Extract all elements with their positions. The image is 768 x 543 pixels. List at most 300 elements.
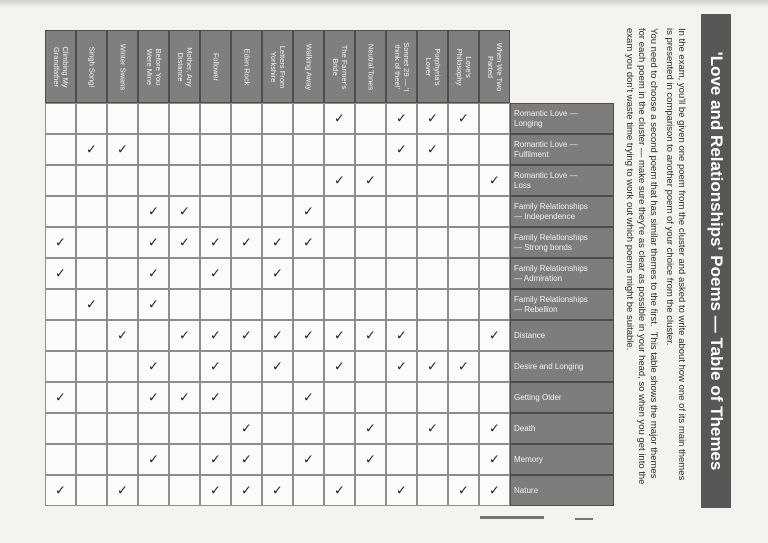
page-title: 'Love and Relationships' Poems — Table of Themes [707, 51, 726, 471]
table-cell [448, 165, 479, 196]
table-cell [386, 134, 417, 165]
tick-mark: ✓ [179, 204, 190, 219]
poem-header [417, 30, 448, 103]
tick-mark: ✓ [365, 452, 376, 467]
table-cell [138, 320, 169, 351]
tick-mark: ✓ [148, 204, 159, 219]
table-cell [107, 289, 138, 320]
table-cell [262, 351, 293, 382]
tick-mark: ✓ [427, 421, 438, 436]
table-cell [386, 413, 417, 444]
table-cell [355, 475, 386, 506]
table-cell [417, 134, 448, 165]
table-cell [231, 103, 262, 134]
tick-mark: ✓ [334, 359, 345, 374]
table-cell [448, 196, 479, 227]
table-cell [479, 196, 510, 227]
table-cell [293, 413, 324, 444]
table-cell [386, 475, 417, 506]
table-cell [262, 475, 293, 506]
table-cell [293, 103, 324, 134]
table-cell [107, 258, 138, 289]
tick-mark: ✓ [396, 359, 407, 374]
table-cell [45, 165, 76, 196]
tick-mark: ✓ [148, 297, 159, 312]
table-cell [45, 196, 76, 227]
tick-mark: ✓ [334, 328, 345, 343]
theme-label-cell [510, 444, 614, 475]
theme-label: Distance [514, 330, 546, 340]
table-cell [262, 103, 293, 134]
table-cell [138, 165, 169, 196]
table-cell [45, 227, 76, 258]
tick-mark: ✓ [272, 235, 283, 250]
theme-label-cell [510, 227, 614, 258]
tick-mark: ✓ [55, 390, 66, 405]
tick-mark: ✓ [396, 328, 407, 343]
tick-mark: ✓ [241, 421, 252, 436]
table-cell [448, 382, 479, 413]
table-cell [169, 413, 200, 444]
table-cell [45, 289, 76, 320]
tick-mark: ✓ [241, 328, 252, 343]
tick-mark: ✓ [210, 266, 221, 281]
table-cell [76, 103, 107, 134]
table-cell [169, 475, 200, 506]
table-cell [138, 289, 169, 320]
tick-mark: ✓ [55, 235, 66, 250]
table-cell [448, 475, 479, 506]
table-cell [231, 196, 262, 227]
table-cell [107, 103, 138, 134]
table-cell [45, 413, 76, 444]
tick-mark: ✓ [117, 142, 128, 157]
table-cell [107, 413, 138, 444]
table-cell [200, 134, 231, 165]
table-cell [262, 258, 293, 289]
table-cell [231, 320, 262, 351]
tick-mark: ✓ [148, 235, 159, 250]
table-cell [231, 444, 262, 475]
tick-mark: ✓ [148, 359, 159, 374]
table-cell [448, 289, 479, 320]
tick-mark: ✓ [148, 390, 159, 405]
table-cell [355, 165, 386, 196]
table-cell [417, 382, 448, 413]
table-cell [448, 258, 479, 289]
table-cell [169, 289, 200, 320]
tick-mark: ✓ [148, 452, 159, 467]
table-cell [45, 475, 76, 506]
theme-label: Getting Older [514, 392, 562, 402]
table-cell [45, 320, 76, 351]
tick-mark: ✓ [334, 483, 345, 498]
table-cell [417, 196, 448, 227]
table-cell [169, 227, 200, 258]
poem-title: Letters From Yorkshire [268, 45, 287, 88]
poem-title: Singh Song! [87, 46, 96, 87]
table-cell [262, 289, 293, 320]
table-cell [200, 165, 231, 196]
table-cell [107, 444, 138, 475]
table-cell [293, 320, 324, 351]
table-cell [417, 320, 448, 351]
table-cell [293, 134, 324, 165]
tick-mark: ✓ [303, 390, 314, 405]
poem-title: Climbing My Grandfather [51, 45, 70, 88]
poem-title: Mother, Any Distance [175, 46, 194, 87]
table-cell [107, 382, 138, 413]
poem-title: Love's Philosophy [454, 48, 473, 85]
table-cell [262, 134, 293, 165]
tick-mark: ✓ [303, 328, 314, 343]
table-cell [231, 227, 262, 258]
table-cell [355, 382, 386, 413]
intro-line: exam you don't waste time trying to work out which poems might be suitable. [624, 28, 635, 351]
table-cell [138, 382, 169, 413]
theme-label: Desire and Longing [514, 361, 584, 371]
table-cell [200, 444, 231, 475]
theme-label-cell [510, 382, 614, 413]
tick-mark: ✓ [489, 452, 500, 467]
table-cell [355, 413, 386, 444]
table-cell [231, 382, 262, 413]
table-cell [355, 444, 386, 475]
table-cell [45, 103, 76, 134]
poem-header [138, 30, 169, 103]
theme-label-cell [510, 413, 614, 444]
tick-mark: ✓ [86, 142, 97, 157]
table-cell [386, 196, 417, 227]
tick-mark: ✓ [241, 452, 252, 467]
table-cell [324, 382, 355, 413]
tick-mark: ✓ [272, 359, 283, 374]
theme-label-cell [510, 475, 614, 506]
table-cell [479, 258, 510, 289]
table-cell [262, 382, 293, 413]
tick-mark: ✓ [210, 235, 221, 250]
table-cell [417, 289, 448, 320]
intro-line: You need to choose a second poem that has similar themes to the first. This table shows the major themes [648, 28, 659, 479]
tick-mark: ✓ [117, 328, 128, 343]
poem-title: Neutral Tones [366, 43, 375, 90]
table-cell [138, 444, 169, 475]
theme-label: Romantic Love — Longing [514, 108, 578, 128]
poem-header [355, 30, 386, 103]
tick-mark: ✓ [365, 421, 376, 436]
table-cell [200, 196, 231, 227]
tick-mark: ✓ [210, 328, 221, 343]
tick-mark: ✓ [241, 483, 252, 498]
poem-title: Eden Rock [242, 48, 251, 85]
table-cell [169, 134, 200, 165]
table-cell [479, 351, 510, 382]
table-cell [45, 351, 76, 382]
table-cell [293, 258, 324, 289]
theme-label: Family Relationships — Independence [514, 201, 588, 221]
table-cell [107, 196, 138, 227]
poem-title: Before You Were Mine [144, 48, 163, 85]
scan-mark [575, 518, 593, 520]
table-cell [107, 227, 138, 258]
intro-line: is presented in comparison to another poem of your choice from the cluster. [664, 28, 675, 346]
table-cell [324, 103, 355, 134]
theme-label: Family Relationships — Strong bonds [514, 232, 588, 252]
tick-mark: ✓ [55, 266, 66, 281]
table-cell [293, 289, 324, 320]
table-cell [386, 165, 417, 196]
table-cell [138, 227, 169, 258]
table-cell [324, 444, 355, 475]
table-cell [107, 165, 138, 196]
table-cell [231, 165, 262, 196]
table-cell [169, 444, 200, 475]
table-cell [479, 134, 510, 165]
table-cell [138, 196, 169, 227]
poem-header [45, 30, 76, 103]
poem-header [231, 30, 262, 103]
table-cell [386, 103, 417, 134]
table-cell [417, 351, 448, 382]
poem-title: Follower [211, 52, 220, 81]
tick-mark: ✓ [210, 390, 221, 405]
poem-title: Walking Away [304, 43, 313, 90]
tick-mark: ✓ [303, 204, 314, 219]
tick-mark: ✓ [272, 266, 283, 281]
theme-label-cell [510, 134, 614, 165]
table-cell [479, 475, 510, 506]
table-cell [479, 413, 510, 444]
table-cell [417, 165, 448, 196]
tick-mark: ✓ [396, 142, 407, 157]
theme-label: Memory [514, 454, 543, 464]
poem-title: Winter Swans [118, 43, 127, 90]
tick-mark: ✓ [86, 297, 97, 312]
poem-title: When We Two Parted [485, 42, 504, 91]
poem-header [386, 30, 417, 103]
poem-title: Sonnet 29 — 'I think of thee!' [392, 41, 411, 92]
table-cell [76, 289, 107, 320]
table-cell [448, 413, 479, 444]
tick-mark: ✓ [334, 111, 345, 126]
table-cell [386, 258, 417, 289]
tick-mark: ✓ [303, 235, 314, 250]
table-cell [324, 475, 355, 506]
table-cell [262, 227, 293, 258]
theme-label-cell [510, 320, 614, 351]
table-cell [200, 320, 231, 351]
tick-mark: ✓ [179, 328, 190, 343]
tick-mark: ✓ [272, 483, 283, 498]
table-cell [231, 134, 262, 165]
table-cell [355, 320, 386, 351]
table-cell [76, 258, 107, 289]
table-cell [355, 289, 386, 320]
table-cell [76, 475, 107, 506]
theme-label-cell [510, 196, 614, 227]
title-banner [701, 14, 731, 508]
table-cell [293, 227, 324, 258]
table-cell [324, 351, 355, 382]
table-cell [448, 227, 479, 258]
table-cell [231, 475, 262, 506]
intro-line: In the exam, you'll be given one poem from the cluster and asked to write about how one of its main themes [676, 28, 687, 481]
table-cell [231, 258, 262, 289]
table-cell [138, 351, 169, 382]
tick-mark: ✓ [489, 421, 500, 436]
tick-mark: ✓ [272, 328, 283, 343]
table-cell [448, 351, 479, 382]
table-cell [169, 320, 200, 351]
tick-mark: ✓ [458, 483, 469, 498]
table-cell [355, 227, 386, 258]
tick-mark: ✓ [489, 173, 500, 188]
table-cell [200, 351, 231, 382]
table-cell [293, 382, 324, 413]
table-cell [262, 196, 293, 227]
scan-edge-shadow [0, 0, 768, 8]
table-cell [231, 413, 262, 444]
table-cell [138, 103, 169, 134]
table-cell [200, 382, 231, 413]
table-cell [76, 165, 107, 196]
table-cell [417, 413, 448, 444]
table-cell [293, 475, 324, 506]
table-cell [138, 475, 169, 506]
tick-mark: ✓ [427, 111, 438, 126]
tick-mark: ✓ [179, 390, 190, 405]
tick-mark: ✓ [427, 359, 438, 374]
table-cell [107, 475, 138, 506]
table-cell [169, 103, 200, 134]
table-cell [417, 475, 448, 506]
table-cell [293, 351, 324, 382]
table-cell [386, 382, 417, 413]
table-cell [200, 258, 231, 289]
theme-label: Family Relationships — Rebellion [514, 294, 588, 314]
table-cell [200, 475, 231, 506]
table-cell [324, 413, 355, 444]
tick-mark: ✓ [148, 266, 159, 281]
table-cell [479, 227, 510, 258]
table-cell [169, 351, 200, 382]
poem-header [479, 30, 510, 103]
theme-label: Family Relationships — Admiration [514, 263, 588, 283]
tick-mark: ✓ [334, 173, 345, 188]
theme-label: Romantic Love — Fulfilment [514, 139, 578, 159]
tick-mark: ✓ [396, 483, 407, 498]
tick-mark: ✓ [210, 359, 221, 374]
table-cell [448, 320, 479, 351]
poem-header [76, 30, 107, 103]
table-cell [386, 444, 417, 475]
table-cell [479, 320, 510, 351]
table-cell [76, 444, 107, 475]
table-cell [293, 165, 324, 196]
table-cell [107, 351, 138, 382]
table-cell [200, 413, 231, 444]
table-cell [448, 444, 479, 475]
table-cell [169, 382, 200, 413]
theme-label-cell [510, 165, 614, 196]
table-cell [386, 227, 417, 258]
table-cell [200, 289, 231, 320]
table-cell [479, 382, 510, 413]
tick-mark: ✓ [179, 235, 190, 250]
table-cell [262, 320, 293, 351]
table-cell [479, 444, 510, 475]
table-cell [417, 444, 448, 475]
table-cell [324, 165, 355, 196]
table-cell [231, 289, 262, 320]
theme-label: Death [514, 423, 536, 433]
poem-header [200, 30, 231, 103]
tick-mark: ✓ [303, 452, 314, 467]
table-cell [107, 134, 138, 165]
theme-label: Nature [514, 485, 539, 495]
table-cell [76, 227, 107, 258]
tick-mark: ✓ [489, 483, 500, 498]
tick-mark: ✓ [458, 359, 469, 374]
table-cell [324, 134, 355, 165]
table-cell [76, 196, 107, 227]
scan-mark [480, 516, 544, 519]
table-cell [200, 227, 231, 258]
table-cell [76, 413, 107, 444]
table-cell [448, 103, 479, 134]
table-cell [448, 134, 479, 165]
table-cell [324, 196, 355, 227]
table-cell [293, 196, 324, 227]
table-cell [417, 227, 448, 258]
theme-label-cell [510, 258, 614, 289]
table-cell [200, 103, 231, 134]
table-cell [262, 444, 293, 475]
table-cell [386, 289, 417, 320]
table-cell [76, 320, 107, 351]
table-cell [324, 227, 355, 258]
tick-mark: ✓ [117, 483, 128, 498]
table-cell [386, 351, 417, 382]
table-cell [169, 196, 200, 227]
table-cell [355, 103, 386, 134]
theme-label-cell [510, 103, 614, 134]
table-cell [45, 134, 76, 165]
table-cell [169, 165, 200, 196]
theme-label-cell [510, 351, 614, 382]
table-cell [45, 382, 76, 413]
tick-mark: ✓ [365, 173, 376, 188]
table-cell [355, 196, 386, 227]
tick-mark: ✓ [427, 142, 438, 157]
tick-mark: ✓ [365, 328, 376, 343]
table-cell [45, 258, 76, 289]
table-cell [324, 320, 355, 351]
theme-label: Romantic Love — Loss [514, 170, 578, 190]
table-cell [355, 351, 386, 382]
table-cell [169, 258, 200, 289]
table-cell [479, 289, 510, 320]
table-cell [107, 320, 138, 351]
tick-mark: ✓ [55, 483, 66, 498]
tick-mark: ✓ [210, 483, 221, 498]
poem-title: Porphyria's Lover [423, 47, 442, 86]
table-cell [76, 134, 107, 165]
poem-header [324, 30, 355, 103]
table-cell [45, 444, 76, 475]
table-cell [355, 258, 386, 289]
tick-mark: ✓ [489, 328, 500, 343]
